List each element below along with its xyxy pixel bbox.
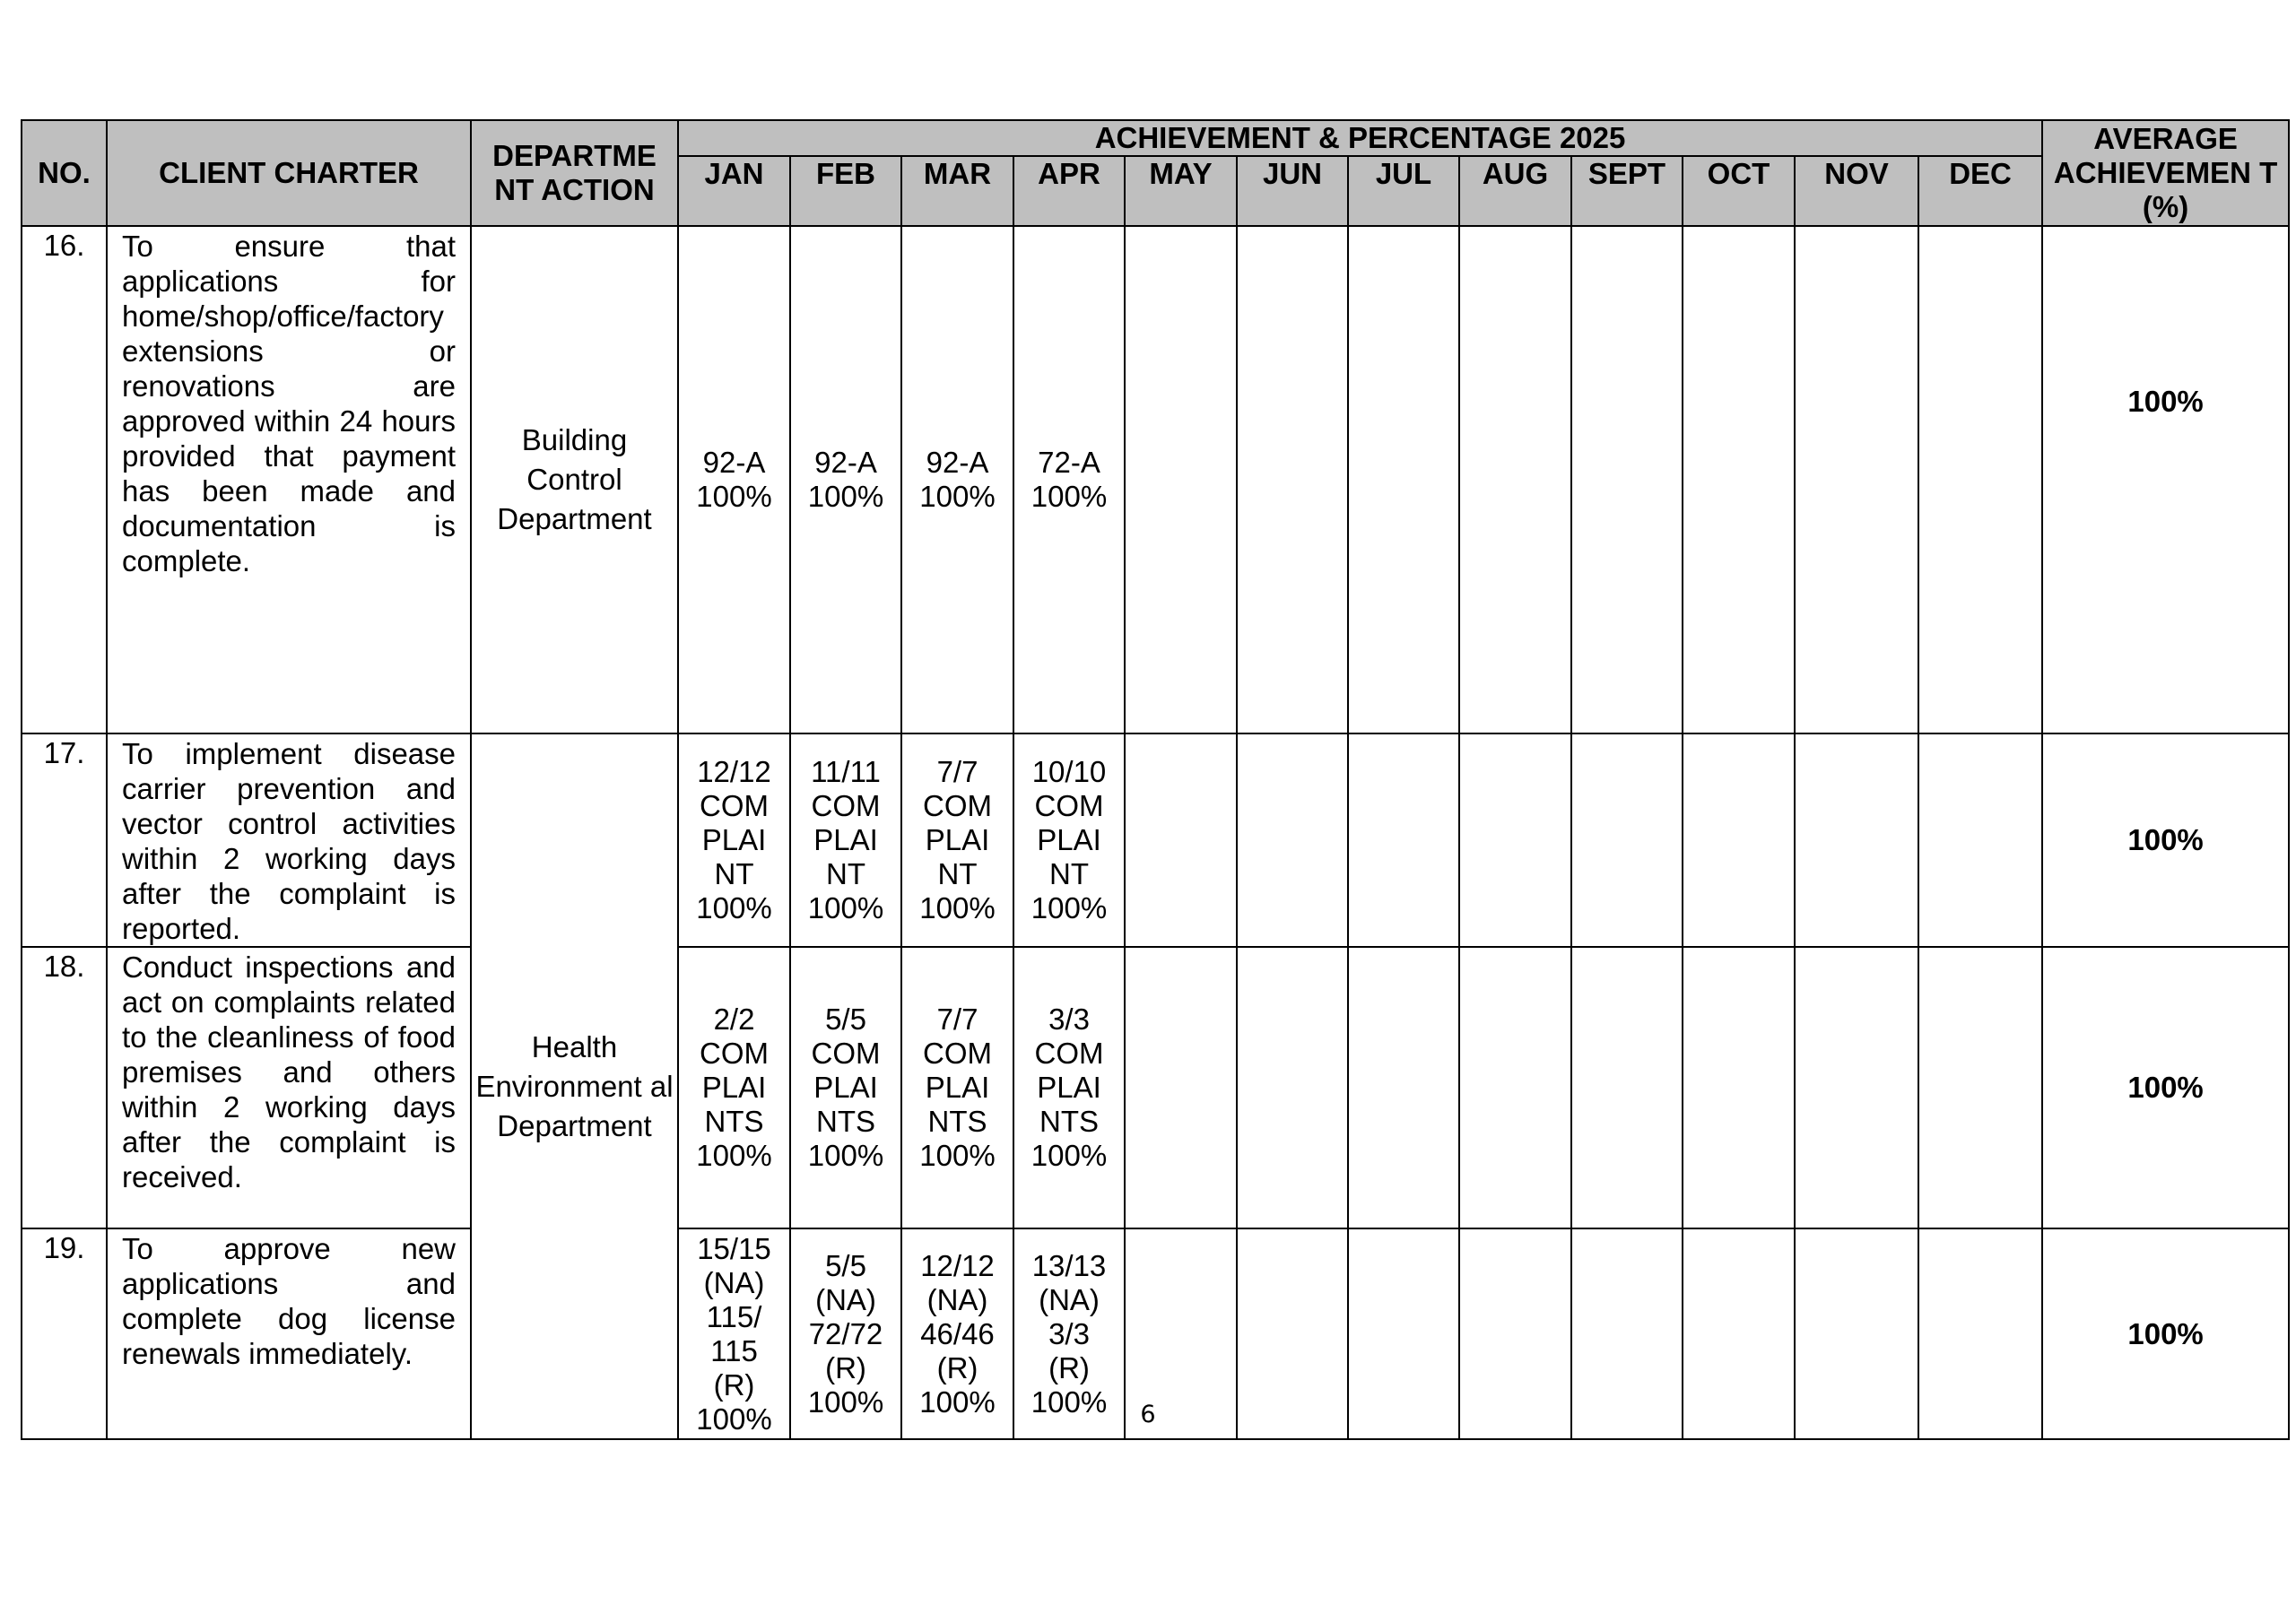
month-value-jun	[1237, 947, 1348, 1228]
table-header	[22, 120, 2289, 226]
month-value-jan: 15/15 (NA) 115/ 115 (R) 100%	[678, 1228, 790, 1439]
month-value-mar: 7/7 COM PLAI NTS 100%	[901, 947, 1013, 1228]
month-value-may	[1125, 733, 1237, 947]
month-value-jan: 92-A 100%	[678, 226, 790, 733]
month-value-jun	[1237, 226, 1348, 733]
month-value-feb: 92-A 100%	[790, 226, 901, 733]
month-value-nov	[1795, 947, 1918, 1228]
month-value-aug	[1459, 733, 1571, 947]
table-row	[22, 947, 2289, 1228]
month-value-oct	[1683, 947, 1795, 1228]
month-value-may	[1125, 947, 1237, 1228]
month-value-dec	[1918, 733, 2042, 947]
month-value-may	[1125, 226, 1237, 733]
header-month-aug: AUG	[1459, 156, 1571, 226]
average-achievement: 100%	[2042, 226, 2289, 733]
department-health-environmental: Health Environment al Department	[471, 733, 678, 1439]
header-month-jul: JUL	[1348, 156, 1459, 226]
month-value-sept	[1571, 226, 1683, 733]
month-value-jul	[1348, 226, 1459, 733]
month-value-sept	[1571, 947, 1683, 1228]
month-value-feb: 11/11 COM PLAI NT 100%	[790, 733, 901, 947]
client-charter-table	[21, 119, 2290, 1440]
month-value-nov	[1795, 733, 1918, 947]
header-department-action: DEPARTME NT ACTION	[471, 120, 678, 226]
month-value-feb: 5/5 (NA) 72/72 (R) 100%	[790, 1228, 901, 1439]
row-number: 19.	[22, 1228, 107, 1439]
header-no: NO.	[22, 120, 107, 226]
table-body	[22, 226, 2289, 1439]
month-value-apr: 10/10 COM PLAI NT 100%	[1013, 733, 1125, 947]
header-month-feb: FEB	[790, 156, 901, 226]
month-value-feb: 5/5 COM PLAI NTS 100%	[790, 947, 901, 1228]
month-value-dec	[1918, 947, 2042, 1228]
row-number: 17.	[22, 733, 107, 947]
header-month-dec: DEC	[1918, 156, 2042, 226]
page-number: 6	[1140, 1401, 1156, 1428]
month-value-aug	[1459, 947, 1571, 1228]
month-value-mar: 7/7 COM PLAI NT 100%	[901, 733, 1013, 947]
month-value-dec	[1918, 226, 2042, 733]
row-number: 16.	[22, 226, 107, 733]
month-value-oct	[1683, 226, 1795, 733]
header-month-oct: OCT	[1683, 156, 1795, 226]
month-value-mar: 92-A 100%	[901, 226, 1013, 733]
header-client-charter: CLIENT CHARTER	[107, 120, 471, 226]
table-row	[22, 733, 2289, 947]
average-achievement: 100%	[2042, 947, 2289, 1228]
row-number: 18.	[22, 947, 107, 1228]
month-value-jan: 12/12 COM PLAI NT 100%	[678, 733, 790, 947]
month-value-apr: 3/3 COM PLAI NTS 100%	[1013, 947, 1125, 1228]
header-average-achievement: AVERAGE ACHIEVEMEN T (%)	[2042, 120, 2289, 226]
month-value-oct	[1683, 733, 1795, 947]
header-month-jun: JUN	[1237, 156, 1348, 226]
month-value-apr: 13/13 (NA) 3/3 (R) 100%	[1013, 1228, 1125, 1439]
month-value-apr: 72-A 100%	[1013, 226, 1125, 733]
charter-text: Conduct inspections and act on complaints related to the cleanliness of food premises and others within 2 working days after the complaint is received.	[107, 947, 471, 1228]
month-value-aug	[1459, 226, 1571, 733]
header-month-jan: JAN	[678, 156, 790, 226]
month-value-jun	[1237, 733, 1348, 947]
header-month-nov: NOV	[1795, 156, 1918, 226]
header-month-mar: MAR	[901, 156, 1013, 226]
month-value-jul	[1348, 947, 1459, 1228]
month-value-mar: 12/12 (NA) 46/46 (R) 100%	[901, 1228, 1013, 1439]
department-building-control: Building Control Department	[471, 226, 678, 733]
charter-text: To implement disease carrier prevention and vector control activities within 2 working days after the complaint is reported.	[107, 733, 471, 947]
average-achievement: 100%	[2042, 733, 2289, 947]
month-value-nov	[1795, 226, 1918, 733]
month-value-jan: 2/2 COM PLAI NTS 100%	[678, 947, 790, 1228]
header-month-apr: APR	[1013, 156, 1125, 226]
month-value-sept	[1571, 733, 1683, 947]
charter-text: To ensure that applications for home/shop/office/factory extensions or renovations are approved within 24 hours provided that payment has been made and documentation is complete.	[107, 226, 471, 733]
header-achievement-group: ACHIEVEMENT & PERCENTAGE 2025	[678, 120, 2042, 156]
header-month-sept: SEPT	[1571, 156, 1683, 226]
table-row	[22, 226, 2289, 733]
average-achievement: 100%	[2042, 1228, 2289, 1439]
header-month-may: MAY	[1125, 156, 1237, 226]
month-value-jul	[1348, 733, 1459, 947]
charter-text: To approve new applications and complete dog license renewals immediately.	[107, 1228, 471, 1439]
